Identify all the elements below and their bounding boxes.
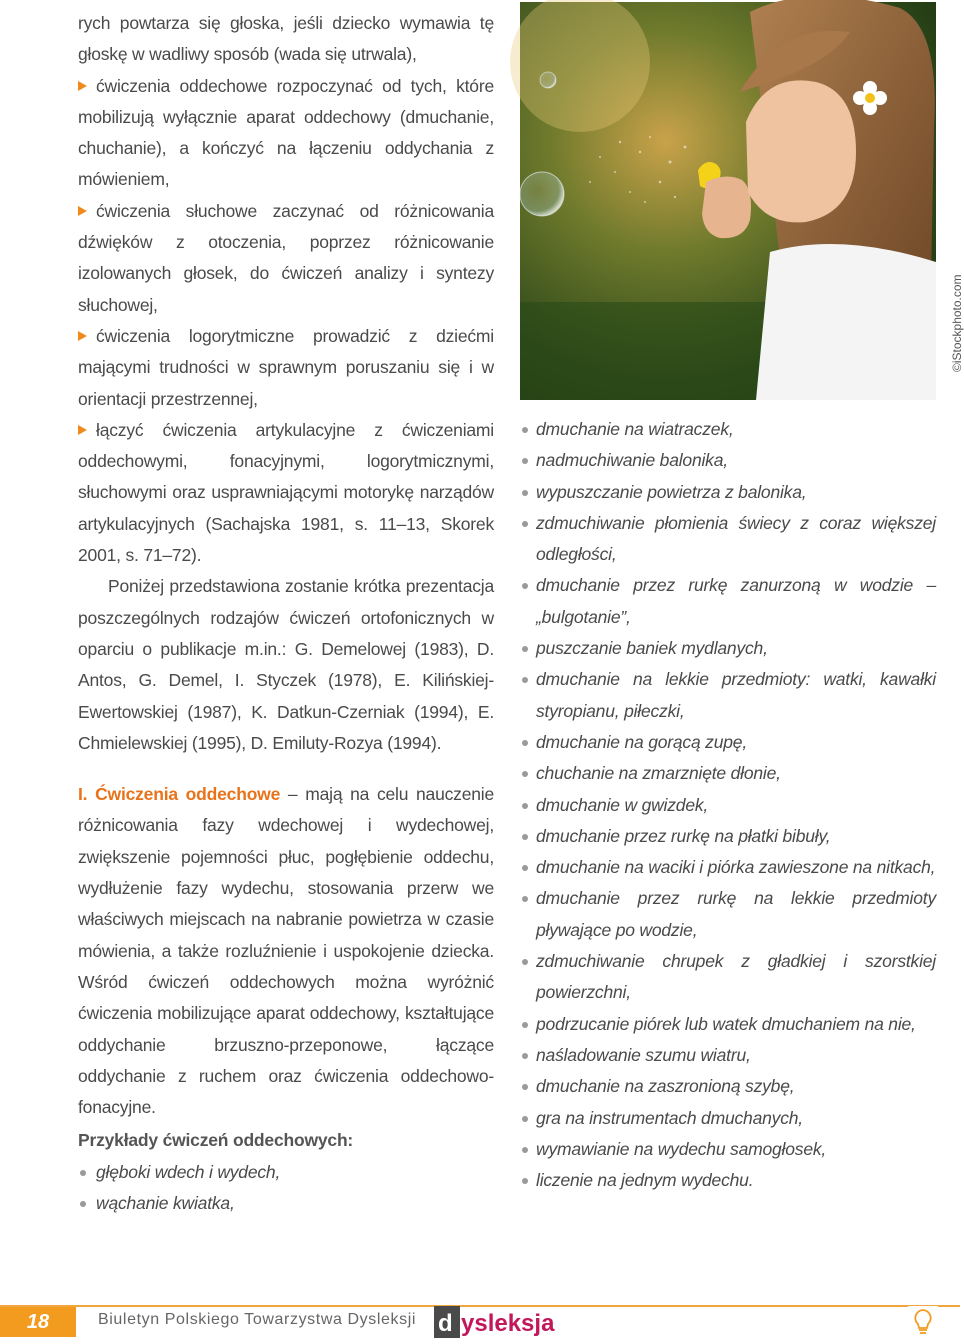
list-item: puszczanie baniek mydlanych, xyxy=(520,633,936,664)
list-item: ćwiczenia logorytmiczne prowadzić z dziećmi mającymi trudności w sprawnym poruszaniu się i w orientacji przestrzennej, xyxy=(78,325,494,409)
list-item: dmuchanie przez rurkę na płatki bibuły, xyxy=(520,821,936,852)
list-item: wąchanie kwiatka, xyxy=(78,1188,494,1219)
photo-girl-blowing-bubbles xyxy=(520,2,936,400)
triangle-bullet-icon xyxy=(78,81,87,91)
journal-title: Biuletyn Polskiego Towarzystwa Dysleksji xyxy=(98,1311,417,1328)
list-item: gra na instrumentach dmuchanych, xyxy=(520,1103,936,1134)
intro-paragraph: Poniżej przedstawiona zostanie krótka prezentacja poszczególnych rodzajów ćwiczeń ortofonicznych w oparciu o publikacje m.in.: G. Demelowej (1983), D. Antos, G. Demel, I. Styczek (1978), E. Kilińskiej-Ewertowskiej (1987), K. Datkun-Czerniak (1994), E. Chmielewskiej (1995), D. Emiluty-Rozya (1994). xyxy=(78,576,494,753)
photo-credit: ©iStockphoto.com xyxy=(950,274,964,372)
list-item: dmuchanie na lekkie przedmioty: watki, kawałki styropianu, piłeczki, xyxy=(520,664,936,727)
section-title: I. Ćwiczenia oddechowe xyxy=(78,784,281,805)
list-item: wymawianie na wydechu samogłosek, xyxy=(520,1134,936,1165)
list-item: podrzucanie piórek lub watek dmuchaniem na nie, xyxy=(520,1009,936,1040)
section-text: – mają na celu nauczenie różnicowania fazy wdechowej i wydechowej, zwiększenie pojemności płuc, pogłębienie oddechu, wydłużenie fazy wydechu, stosowania przerw we właściwych miejscach na nabranie powietrza w czasie mówienia, a także rozluźnienie i uspokojenie dziecka. Wśród ćwiczeń oddechowych można wyróżnić ćwiczenia mobilizujące aparat oddechowy, kształtujące oddychanie brzuszno-przeponowe, łączące oddychanie z ruchem oraz ćwiczenia oddechowo-fonacyjne. xyxy=(78,784,495,1118)
list-item: łączyć ćwiczenia artykulacyjne z ćwiczeniami oddechowymi, fonacyjnymi, logorytmicznymi, słuchowymi oraz usprawniającymi motorykę narządów artykulacyjnych (Sachajska 1981, s. 11–13, Skorek 2001, s. 71–72). xyxy=(78,419,494,566)
svg-text:d: d xyxy=(438,1310,453,1337)
list-item: dmuchanie przez rurkę zanurzoną w wodzie – „bulgotanie”, xyxy=(520,570,936,633)
list-item: naśladowanie szumu wiatru, xyxy=(520,1040,936,1071)
list-item: dmuchanie na wiatraczek, xyxy=(520,414,936,445)
examples-list xyxy=(78,1157,494,1220)
list-item: dmuchanie przez rurkę na lekkie przedmioty pływające po wodzie, xyxy=(520,883,936,946)
spacer xyxy=(78,759,494,779)
left-column xyxy=(78,8,494,1219)
list-item: zdmuchiwanie chrupek z gładkiej i szorstkiej powierzchni, xyxy=(520,946,936,1009)
list-item: dmuchanie w gwizdek, xyxy=(520,790,936,821)
list-item: chuchanie na zmarznięte dłonie, xyxy=(520,758,936,789)
list-item: dmuchanie na waciki i piórka zawieszone na nitkach, xyxy=(520,852,936,883)
lightbulb-icon xyxy=(908,1306,938,1336)
list-item: ćwiczenia słuchowe zaczynać od różnicowania dźwięków z otoczenia, poprzez różnicowanie izolowanych głosek, do ćwiczeń analizy i syntezy słuchowej, xyxy=(78,200,494,315)
list-item: nadmuchiwanie balonika, xyxy=(520,445,936,476)
triangle-bullet-icon xyxy=(78,331,87,341)
list-item: dmuchanie na zaszronioną szybę, xyxy=(520,1071,936,1102)
triangle-bullet-icon xyxy=(78,206,87,216)
right-column xyxy=(520,414,936,1196)
list-item: zdmuchiwanie płomienia świecy z coraz większej odległości, xyxy=(520,508,936,571)
dysleksja-logo xyxy=(434,1306,586,1338)
list-item: ćwiczenia oddechowe rozpoczynać od tych, które mobilizują wyłącznie aparat oddechowy (dmuchanie, chuchanie), a kończyć na łączeniu oddychania z mówieniem, xyxy=(78,75,494,190)
examples-title: Przykłady ćwiczeń oddechowych: xyxy=(78,1130,354,1151)
list-item: dmuchanie na gorącą zupę, xyxy=(520,727,936,758)
section-paragraph xyxy=(78,779,494,1123)
triangle-bullet-icon xyxy=(78,425,87,435)
intro-text: rych powtarza się głoska, jeśli dziecko wymawia tę głoskę w wadliwy sposób (wada się utrwala), xyxy=(78,13,494,65)
list-item: wypuszczanie powietrza z balonika, xyxy=(520,477,936,508)
page-number: 18 xyxy=(0,1307,76,1337)
list-item: liczenie na jednym wydechu. xyxy=(520,1165,936,1196)
svg-text:ysleksja: ysleksja xyxy=(461,1310,555,1337)
examples-list xyxy=(520,414,936,1196)
list-item: głęboki wdech i wydech, xyxy=(78,1157,494,1188)
